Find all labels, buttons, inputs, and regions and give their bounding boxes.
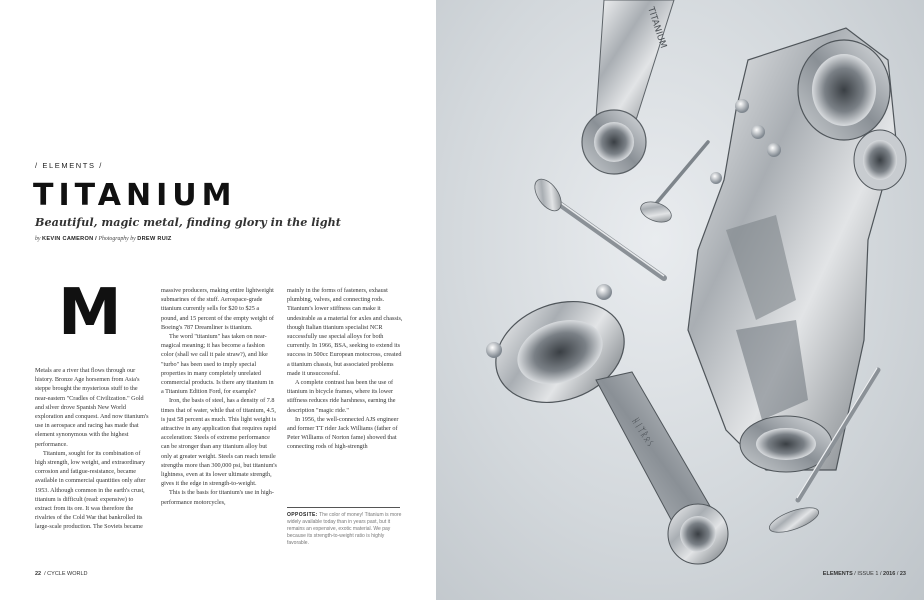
body-column-1 (35, 366, 151, 532)
section-label: / ELEMENTS / (35, 161, 103, 170)
folio-right (823, 571, 906, 577)
byline-separator: / (95, 236, 97, 242)
page-number-left: 22 (35, 571, 42, 577)
photographer-name: DREW RUIZ (137, 236, 172, 242)
photo-credit-label: Photography by (98, 236, 136, 242)
paragraph: massive producers, making entire lightweight submarines of the stuff. Aerospace-grade titanium currently sells for $20 to $25 a pound, and 15 percent of the empty weight of Boeing's 787 Dreamliner is titanium. (161, 287, 274, 331)
byline-by: by (35, 236, 41, 242)
triple-clamp (688, 28, 906, 472)
folio-year: 2016 (883, 571, 896, 577)
titanium-parts-photo (436, 0, 924, 600)
article-title: TITANIUM (33, 178, 237, 213)
paragraph: The word "titanium" has taken on near-magical meaning; it has become a fashion color (shall we call it pale straw?), and like "turbo" has been used to imply special properties in many completely unrelated commercial products. Is there any titanium in a Titanium Edition Ford, for example? (161, 333, 274, 396)
paragraph: A complete contrast has been the use of titanium in bicycle frames, where its lower stiffness reduces ride harshness, earning the description "magic ride." (287, 379, 396, 414)
paragraph: mainly in the forms of fasteners, exhaust plumbing, valves, and connecting rods. Titanium's lower stiffness can make it undesirable as a material for axles and chassis, though Italian titanium specialist NCR successfully use special alloys for both currently. In 1966, BSA, seeking to extend its success in 500cc European motocross, created a titanium chassis, but associated problems made it unsuccessful. (287, 287, 403, 377)
author-name: KEVIN CAMERON (42, 236, 94, 242)
caption-text: The color of money! Titanium is more widely available today than in years past, but it remains an expensive, exotic material. We pay because its strength-to-weight ratio is highly favorable. (287, 512, 402, 546)
rod-engraving-2: ᚺᛁᛉᚱᛟᛊ (629, 416, 656, 450)
folio-section: ELEMENTS (822, 571, 853, 577)
caption-divider (287, 507, 400, 508)
page-number-right: 23 (899, 571, 906, 577)
paragraph: This is the basis for titanium's use in high-performance motorcycles, (161, 489, 274, 506)
folio-left (35, 571, 88, 577)
paragraph: Iron, the basis of steel, has a density of 7.8 times that of water, while that of titanium, 4.5, is just 58 percent as much. This light weight is attractive in any application that requires rapid acceleration: Steels of extreme performance can be stronger than any titanium alloy but only at greater weight. Steels can reach tensile strengths more than 300,000 psi, but titanium's lightness, even at its lower ultimate strength, gives it the edge in strength-to-weight. (161, 397, 277, 488)
valve-left (529, 175, 664, 278)
paragraph: In 1956, the well-connected AJS engineer and former TT rider Jack Williams (father of Peter Williams of Norton fame) showed that connecting rods of high-strength (287, 415, 399, 451)
drop-cap: M (58, 276, 122, 350)
byline (35, 236, 172, 242)
valve-small (638, 142, 708, 226)
left-page (0, 0, 436, 600)
connecting-rod-top (582, 0, 674, 174)
body-column-2 (161, 286, 277, 507)
body-column-3 (287, 286, 403, 452)
caption-label: OPPOSITE: (287, 512, 318, 518)
photo-caption (287, 512, 402, 547)
folio-separator: / (896, 571, 899, 577)
magazine-name: / CYCLE WORLD (44, 571, 88, 577)
paragraph: Metals are a river that flows through our history. Bronze Age horsemen from Asia's steppe brought the mysterious stuff to the near-eastern "Cradles of Civilization." Gold and silver drove Spanish New World exploration and conquest. And now titanium's use in aerospace and racing has made that element synonymous with the highest performance. (35, 367, 149, 448)
rod-engraving: TITANIUM (645, 5, 668, 50)
folio-issue: / ISSUE 1 / (854, 571, 882, 577)
right-page (436, 0, 924, 600)
article-subtitle: Beautiful, magic metal, finding glory in the light (35, 215, 341, 229)
paragraph: Titanium, sought for its combination of high strength, low weight, and extraordinary corrosion and fatigue-resistance, became available in commercial quantities only after 1953. Although common in the earth's crust, titanium is difficult (read: expensive) to extract from its ore. It was therefore the rivalries of the Cold War that bankrolled its large-scale production. The Soviets became (35, 449, 146, 531)
